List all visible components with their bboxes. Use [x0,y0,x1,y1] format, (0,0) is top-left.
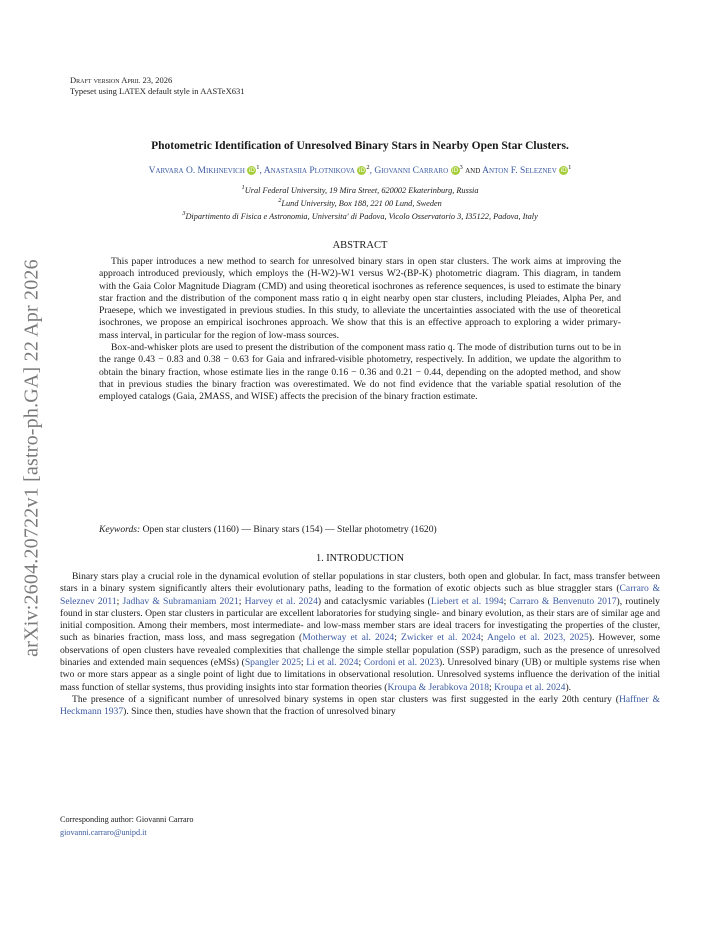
abstract-heading: ABSTRACT [332,240,388,251]
intro-paragraph [60,694,660,719]
orcid-icon[interactable]: iD [358,167,365,175]
body-text: ; [489,681,495,693]
orcid-icon[interactable]: iD [248,167,255,175]
section-heading: 1. INTRODUCTION [315,553,405,564]
corresponding-author: Corresponding author: Giovanni Carraro [60,815,194,824]
author-name[interactable]: Anastasiia Plotnikova [263,166,355,177]
arxiv-identifier [10,228,54,688]
body-text: ; [394,632,402,644]
body-text: ; [358,657,364,669]
body-text: ; [116,595,123,607]
body-text: ; [238,595,245,607]
citation-link[interactable]: Angelo et al. 2023, 2025 [487,632,589,644]
citation-link[interactable]: Carraro & Seleznev 2011 [60,583,660,607]
body-text: ; [300,657,307,669]
orcid-icon[interactable]: iD [451,167,459,175]
author-email-link[interactable]: giovanni.carraro@unipd.it [60,828,147,837]
citation-link[interactable]: Harvey et al. 2024 [244,595,318,607]
keywords-label: Keywords: [99,524,141,535]
abstract-body [99,256,621,404]
citation-link[interactable]: Kroupa et al. 2024 [494,681,566,693]
citation-link[interactable]: Carraro & Benvenuto 2017 [509,595,617,607]
body-text: ; [480,632,488,644]
keywords [99,524,621,535]
body-text: ; [503,595,510,607]
citation-link[interactable]: Liebert et al. 1994 [430,595,504,607]
draft-version: Draft version April 23, 2026 [70,75,173,85]
author-list: Varvara O. Mikhnevich $iD^1$, Anastasiia Plotnikova $iD^2$, Giovanni Carraro $iD^3$ and Anton F. Seleznev $iD^1$ [148,164,572,177]
citation-link[interactable]: Kroupa & Jerabkova 2018 [387,681,489,693]
intro-paragraph [60,571,660,694]
body-text: ). Since then, studies have shown that the fraction of unresolved binary [123,706,396,718]
author-affil-sup: 1 [568,164,572,171]
body-text: Binary stars play a crucial role in the dynamical evolution of stellar populations in star clusters, both open and globular. In fact, mass transfer between stars in a binary system significantly alters their evolutionary paths, leading to the formation of exotic objects such as blue straggler stars ( [60,571,660,595]
body-text: ). Unresolved binary (UB) or multiple systems rise when two or more stars appear as a single point of light due to limitations in observational resolution. Unresolved systems influence the derivation of the initial mass function of stellar systems, thus providing insights into star formation theories ( [60,657,660,693]
author-name[interactable]: Anton F. Seleznev [482,166,557,177]
keywords-text: Open star clusters (1160) — Binary stars (154) — Stellar photometry (1620) [142,524,437,535]
author-affil-sup: 2 [366,164,370,171]
author-affil-sup: 3 [459,164,463,171]
typeset-note: Typeset using LATEX default style in AASTeX631 [70,86,245,96]
body-text: The presence of a significant number of unresolved binary systems in open star clusters was first suggested in the early 20th century ( [72,693,619,705]
introduction-body [60,571,660,719]
abstract-paragraph: Box-and-whisker plots are used to present the distribution of the component mass ratio q. The mode of distribution turns out to be in the range 0.43 − 0.83 and 0.38 − 0.63 for Gaia and infrared-visible photometry, respectively. In addition, we update the algorithm to obtain the binary fraction, whose estimate lies in the range 0.16 − 0.36 and 0.21 − 0.44, depending on the adopted method, and show that in previous studies the binary fraction was overestimated. We do not find evidence that the variable spatial resolution of the employed catalogs (Gaia, 2MASS, and WISE) affects the precision of the binary fraction estimate. [99,342,621,403]
body-text: ) and cataclysmic variables ( [317,595,431,607]
citation-link[interactable]: Haffner & Heckmann 1937 [60,693,661,718]
body-text: ), routinely found in star clusters. Open star clusters in particular are excellent laboratories for studying single- and binary evolution, as their stars are of similar age and initial composition. Among their members, most intermediate- and low-mass member stars are ideal tracers for investigating the properties of the cluster, such as binaries fraction, mass loss, and mass segregation ( [60,595,660,644]
citation-link[interactable]: Motherway et al. 2024 [302,632,395,644]
citation-link[interactable]: Jadhav & Subramaniam 2021 [122,595,239,607]
citation-link[interactable]: Spangler 2025 [244,657,301,669]
abstract-paragraph: This paper introduces a new method to search for unresolved binary stars in open star clusters. The work aims at improving the approach introduced previously, which employs the (H-W2)-W1 versus W2-(BP-K) photometric diagram. This diagram, in tandem with the Gaia Color Magnitude Diagram (CMD) and using theoretical isochrones as reference sequences, is used to estimate the binary star fraction and the distribution of the component mass ratio q in eight nearby open star clusters, including Pleiades, Alpha Per, and Praesepe, which we investigated in previous studies. In this study, to alleviate the uncertainties associated with the use of theoretical isochrones, we propose an empirical isochrones approach. We show that this is an effective approach to exploring a wider primary-mass interval, in particular for the region of low-mass sources. [99,256,621,341]
author-affil-sup: 1 [256,164,260,171]
body-text: ). However, some observations of open clusters have revealed complexities that challenge the simple stellar population (SSP) paradigm, such as the presence of unresolved binaries and extended main sequences (eMSs) ( [60,632,661,669]
and-word: and [465,166,481,177]
author-name[interactable]: Varvara O. Mikhnevich [148,166,245,177]
affiliation: $^2$Lund University, Box 188, 221 00 Lund, Sweden [278,197,442,208]
paper-title: Photometric Identification of Unresolved Binary Stars in Nearby Open Star Clusters. [151,140,569,152]
body-text: ). [565,681,572,693]
author-name[interactable]: Giovanni Carraro [374,166,449,177]
citation-link[interactable]: Zwicker et al. 2024 [401,632,481,644]
orcid-icon[interactable]: iD [560,167,567,175]
citation-link[interactable]: Li et al. 2024 [306,657,359,669]
arxiv-id-text: arXiv:2604.20722v1 [astro-ph.GA] 22 Apr 2026 [20,259,43,657]
citation-link[interactable]: Cordoni et al. 2023 [363,657,440,669]
affiliation: $^1$Ural Federal University, 19 Mira Street, 620002 Ekaterinburg, Russia [241,184,479,195]
affiliation: $^3$Dipartimento di Fisica e Astronomia, Universita' di Padova, Vicolo Osservatorio 3, I35122, Padova, Italy [182,210,538,221]
